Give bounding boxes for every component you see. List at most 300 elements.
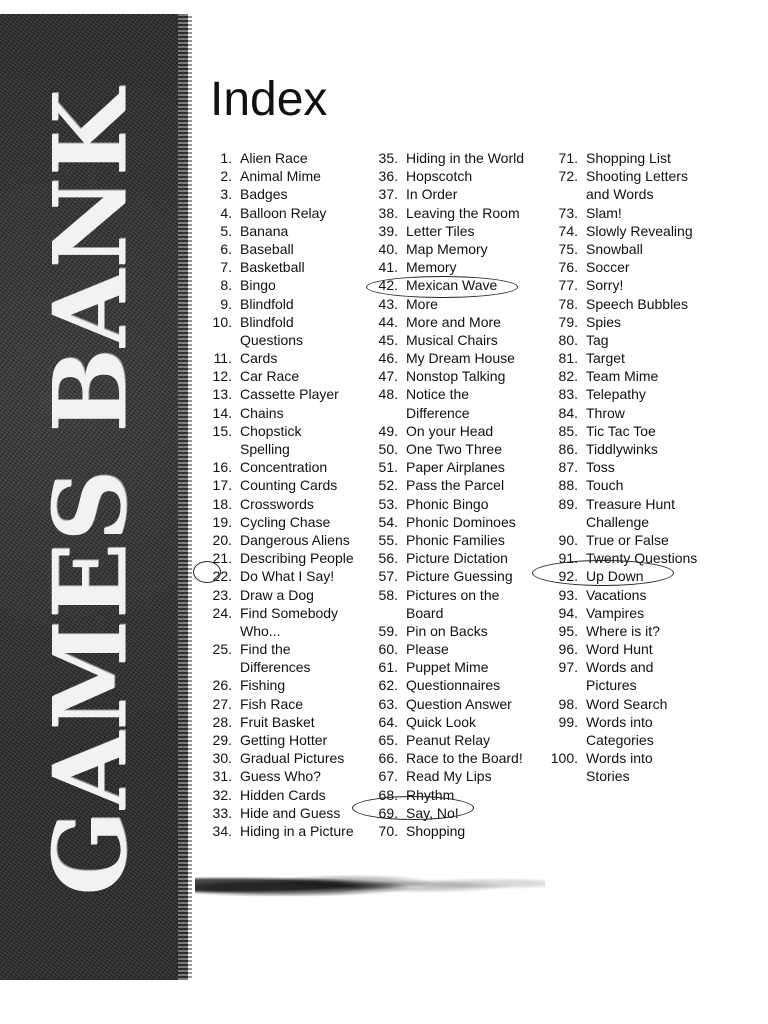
index-entry bbox=[368, 331, 524, 349]
entry-number: 90. bbox=[558, 531, 578, 548]
index-entry bbox=[368, 204, 524, 222]
entry-number: 87. bbox=[558, 459, 578, 476]
index-entry bbox=[368, 185, 524, 203]
entry-number: 58. bbox=[378, 586, 398, 603]
index-entry bbox=[540, 240, 697, 258]
entry-title: Musical Chairs bbox=[406, 331, 498, 348]
index-entry bbox=[196, 567, 354, 585]
entry-title: Phonic Dominoes bbox=[406, 513, 516, 530]
index-entry bbox=[196, 458, 354, 476]
entry-number: 84. bbox=[558, 404, 578, 421]
entry-title: Memory bbox=[406, 259, 457, 276]
index-entry bbox=[196, 185, 354, 203]
entry-number: 95. bbox=[558, 622, 578, 639]
entry-title: On your Head bbox=[406, 422, 494, 439]
entry-title: Words into bbox=[586, 750, 653, 767]
entry-number: 76. bbox=[558, 259, 578, 276]
entry-title: Bingo bbox=[240, 277, 276, 294]
entry-number: 17. bbox=[212, 477, 232, 494]
index-entry bbox=[196, 695, 354, 713]
index-entry bbox=[540, 295, 697, 313]
index-entry bbox=[196, 658, 354, 676]
index-entry bbox=[540, 749, 697, 767]
index-entry bbox=[540, 313, 697, 331]
entry-title: Race to the Board! bbox=[406, 750, 523, 767]
entry-number: 63. bbox=[378, 695, 398, 712]
entry-number: 79. bbox=[558, 313, 578, 330]
entry-title: Up Down bbox=[586, 568, 644, 585]
entry-number: 12. bbox=[212, 368, 232, 385]
entry-number: 23. bbox=[212, 586, 232, 603]
index-entry bbox=[368, 495, 524, 513]
entry-title: Twenty Questions bbox=[586, 550, 698, 567]
index-entry bbox=[368, 240, 524, 258]
index-entry bbox=[540, 276, 697, 294]
entry-number: 26. bbox=[212, 677, 232, 694]
entry-number: 89. bbox=[558, 495, 578, 512]
index-entry bbox=[196, 404, 354, 422]
entry-title: Team Mime bbox=[586, 368, 659, 385]
entry-number: 21. bbox=[212, 550, 232, 567]
entry-number: 22. bbox=[212, 568, 232, 585]
index-entry bbox=[196, 476, 354, 494]
entry-title: Fish Race bbox=[240, 695, 304, 712]
index-entry bbox=[368, 622, 524, 640]
entry-title: Find the bbox=[240, 641, 291, 658]
index-entry bbox=[540, 586, 697, 604]
index-entry bbox=[196, 313, 354, 331]
entry-title: Car Race bbox=[240, 368, 300, 385]
index-entry bbox=[368, 313, 524, 331]
index-entry bbox=[196, 367, 354, 385]
entry-number: 8. bbox=[220, 277, 232, 294]
index-entry bbox=[540, 458, 697, 476]
entry-title: Throw bbox=[586, 404, 625, 421]
entry-title: Questionnaires bbox=[406, 677, 501, 694]
entry-title: More and More bbox=[406, 313, 501, 330]
index-entry bbox=[540, 476, 697, 494]
entry-number: 80. bbox=[558, 331, 578, 348]
index-entry bbox=[368, 586, 524, 604]
index-entry bbox=[368, 349, 524, 367]
index-entry bbox=[196, 586, 354, 604]
entry-title: Baseball bbox=[240, 240, 294, 257]
entry-title: Snowball bbox=[586, 240, 643, 257]
index-entry bbox=[368, 731, 524, 749]
entry-number: 93. bbox=[558, 586, 578, 603]
index-entry bbox=[540, 222, 697, 240]
index-entry bbox=[196, 276, 354, 294]
entry-number: 14. bbox=[212, 404, 232, 421]
index-entry bbox=[196, 513, 354, 531]
entry-number: 48. bbox=[378, 386, 398, 403]
entry-title: Word Search bbox=[586, 695, 668, 712]
entry-number: 49. bbox=[378, 422, 398, 439]
entry-title: Difference bbox=[406, 404, 470, 421]
index-entry bbox=[540, 367, 697, 385]
entry-title: Phonic Families bbox=[406, 531, 505, 548]
entry-title: Please bbox=[406, 641, 449, 658]
index-entry bbox=[368, 713, 524, 731]
entry-number: 53. bbox=[378, 495, 398, 512]
entry-title: Cassette Player bbox=[240, 386, 339, 403]
index-entry bbox=[196, 676, 354, 694]
entry-title: Mexican Wave bbox=[406, 277, 498, 294]
entry-title: Shopping List bbox=[586, 150, 671, 166]
entry-title: Crosswords bbox=[240, 495, 314, 512]
entry-number: 35. bbox=[378, 150, 398, 166]
index-entry bbox=[540, 495, 697, 513]
index-entry bbox=[196, 258, 354, 276]
entry-number: 73. bbox=[558, 204, 578, 221]
entry-title: Alien Race bbox=[240, 150, 308, 166]
entry-number: 31. bbox=[212, 768, 232, 785]
entry-title: Hopscotch bbox=[406, 168, 473, 185]
index-entry bbox=[540, 204, 697, 222]
entry-number: 52. bbox=[378, 477, 398, 494]
entry-title: Peanut Relay bbox=[406, 732, 491, 748]
entry-title: Balloon Relay bbox=[240, 204, 327, 221]
index-entry bbox=[540, 349, 697, 367]
entry-number: 72. bbox=[558, 168, 578, 185]
sidebar-edge bbox=[178, 14, 192, 980]
index-entry bbox=[196, 295, 354, 313]
entry-number: 28. bbox=[212, 713, 232, 730]
entry-number: 16. bbox=[212, 459, 232, 476]
entry-title: True or False bbox=[586, 531, 669, 548]
entry-title: Telepathy bbox=[586, 386, 646, 403]
index-entry bbox=[196, 531, 354, 549]
entry-number: 86. bbox=[558, 441, 578, 457]
entry-number: 69. bbox=[378, 804, 398, 821]
entry-title: Picture Guessing bbox=[406, 568, 513, 585]
entry-title: Tiddlywinks bbox=[586, 441, 658, 457]
entry-title: Dangerous Aliens bbox=[240, 531, 350, 548]
entry-number: 88. bbox=[558, 477, 578, 494]
entry-title: Sorry! bbox=[586, 277, 624, 294]
index-entry bbox=[196, 749, 354, 767]
index-entry bbox=[196, 422, 354, 440]
entry-title: Words into bbox=[586, 713, 653, 730]
index-entry bbox=[540, 658, 697, 676]
index-entry bbox=[368, 567, 524, 585]
entry-number: 56. bbox=[378, 550, 398, 567]
index-entry bbox=[196, 804, 354, 822]
entry-title: Pictures on the bbox=[406, 586, 500, 603]
entry-number: 100. bbox=[550, 750, 578, 767]
entry-number: 7. bbox=[220, 259, 232, 276]
index-entry bbox=[196, 204, 354, 222]
page-title: Index bbox=[210, 73, 328, 126]
entry-number: 98. bbox=[558, 695, 578, 712]
entry-title: Who... bbox=[240, 622, 281, 639]
entry-number: 67. bbox=[378, 768, 398, 785]
index-entry bbox=[368, 604, 524, 622]
entry-number: 59. bbox=[378, 622, 398, 639]
entry-number: 3. bbox=[220, 186, 232, 203]
entry-title: Spies bbox=[586, 313, 622, 330]
index-entry bbox=[196, 385, 354, 403]
index-entry bbox=[368, 822, 524, 840]
entry-number: 20. bbox=[212, 531, 232, 548]
index-entry bbox=[540, 185, 697, 203]
entry-number: 74. bbox=[558, 222, 578, 239]
entry-title: Fruit Basket bbox=[240, 713, 315, 730]
entry-number: 91. bbox=[558, 550, 578, 567]
index-column-2 bbox=[368, 149, 524, 840]
index-entry bbox=[368, 367, 524, 385]
entry-title: Board bbox=[406, 604, 444, 621]
index-entry bbox=[540, 604, 697, 622]
entry-title: Cycling Chase bbox=[240, 513, 331, 530]
index-entry bbox=[196, 640, 354, 658]
entry-number: 37. bbox=[378, 186, 398, 203]
index-entry bbox=[196, 731, 354, 749]
entry-title: Describing People bbox=[240, 550, 354, 567]
entry-title: Concentration bbox=[240, 459, 328, 476]
index-entry bbox=[540, 331, 697, 349]
entry-number: 64. bbox=[378, 713, 398, 730]
entry-number: 9. bbox=[220, 295, 232, 312]
index-entry bbox=[368, 749, 524, 767]
entry-title: Basketball bbox=[240, 259, 305, 276]
index-entry bbox=[368, 258, 524, 276]
entry-title: Chopstick bbox=[240, 422, 302, 439]
entry-title: Draw a Dog bbox=[240, 586, 314, 603]
entry-number: 68. bbox=[378, 786, 398, 803]
entry-number: 19. bbox=[212, 513, 232, 530]
entry-title: Animal Mime bbox=[240, 168, 321, 185]
entry-title: Slowly Revealing bbox=[586, 222, 693, 239]
entry-title: Questions bbox=[240, 331, 304, 348]
entry-number: 42. bbox=[378, 277, 398, 294]
entry-number: 46. bbox=[378, 350, 398, 367]
index-entry bbox=[196, 331, 354, 349]
index-entry bbox=[368, 513, 524, 531]
index-entry bbox=[368, 531, 524, 549]
entry-title: Word Hunt bbox=[586, 641, 653, 658]
index-entry bbox=[368, 786, 524, 804]
index-entry bbox=[196, 604, 354, 622]
entry-number: 32. bbox=[212, 786, 232, 803]
entry-number: 45. bbox=[378, 331, 398, 348]
entry-title: Spelling bbox=[240, 441, 290, 457]
entry-title: More bbox=[406, 295, 438, 312]
index-entry bbox=[540, 422, 697, 440]
entry-title: Hidden Cards bbox=[240, 786, 326, 803]
entry-number: 57. bbox=[378, 568, 398, 585]
entry-number: 29. bbox=[212, 732, 232, 748]
index-entry bbox=[368, 658, 524, 676]
index-entry bbox=[196, 786, 354, 804]
entry-number: 1. bbox=[220, 150, 232, 166]
index-entry bbox=[540, 767, 697, 785]
index-entry bbox=[540, 440, 697, 458]
entry-title: Rhythm bbox=[406, 786, 455, 803]
entry-number: 60. bbox=[378, 641, 398, 658]
index-column-3 bbox=[540, 149, 697, 786]
entry-title: Speech Bubbles bbox=[586, 295, 688, 312]
entry-title: Blindfold bbox=[240, 295, 294, 312]
entry-title: Counting Cards bbox=[240, 477, 338, 494]
entry-number: 54. bbox=[378, 513, 398, 530]
index-entry bbox=[196, 149, 354, 167]
index-entry bbox=[540, 713, 697, 731]
entry-number: 85. bbox=[558, 422, 578, 439]
entry-number: 99. bbox=[558, 713, 578, 730]
index-entry bbox=[540, 676, 697, 694]
entry-title: Do What I Say! bbox=[240, 568, 335, 585]
entry-title: Guess Who? bbox=[240, 768, 321, 785]
entry-title: Vampires bbox=[586, 604, 645, 621]
entry-title: One Two Three bbox=[406, 441, 502, 457]
index-entry bbox=[368, 404, 524, 422]
entry-number: 44. bbox=[378, 313, 398, 330]
index-entry bbox=[368, 149, 524, 167]
entry-number: 11. bbox=[213, 350, 232, 367]
entry-title: Hide and Guess bbox=[240, 804, 341, 821]
index-entry bbox=[368, 440, 524, 458]
entry-title: Badges bbox=[240, 186, 288, 203]
entry-title: Soccer bbox=[586, 259, 630, 276]
entry-number: 41. bbox=[378, 259, 398, 276]
index-entry bbox=[540, 695, 697, 713]
entry-number: 92. bbox=[558, 568, 578, 585]
index-entry bbox=[368, 458, 524, 476]
index-entry bbox=[368, 549, 524, 567]
entry-title: Toss bbox=[586, 459, 615, 476]
index-entry bbox=[368, 167, 524, 185]
index-entry bbox=[540, 731, 697, 749]
entry-title: Shopping bbox=[406, 822, 466, 839]
entry-number: 47. bbox=[378, 368, 398, 385]
index-entry bbox=[368, 676, 524, 694]
entry-number: 6. bbox=[220, 240, 232, 257]
entry-number: 51. bbox=[378, 459, 398, 476]
entry-number: 75. bbox=[558, 240, 578, 257]
entry-number: 81. bbox=[558, 350, 578, 367]
index-entry bbox=[196, 167, 354, 185]
entry-title: Phonic Bingo bbox=[406, 495, 489, 512]
index-entry bbox=[540, 404, 697, 422]
entry-number: 30. bbox=[212, 750, 232, 767]
entry-title: Quick Look bbox=[406, 713, 477, 730]
entry-number: 24. bbox=[212, 604, 232, 621]
entry-number: 4. bbox=[220, 204, 232, 221]
entry-number: 61. bbox=[378, 659, 398, 676]
entry-title: Blindfold bbox=[240, 313, 294, 330]
index-entry bbox=[196, 713, 354, 731]
index-entry bbox=[540, 258, 697, 276]
index-entry bbox=[368, 222, 524, 240]
index-entry bbox=[540, 149, 697, 167]
entry-title: Map Memory bbox=[406, 240, 488, 257]
index-entry bbox=[368, 767, 524, 785]
entry-title: Notice the bbox=[406, 386, 470, 403]
entry-title: Fishing bbox=[240, 677, 286, 694]
index-entry bbox=[196, 440, 354, 458]
entry-title: Getting Hotter bbox=[240, 732, 328, 748]
entry-number: 25. bbox=[212, 641, 232, 658]
entry-title: Nonstop Talking bbox=[406, 368, 506, 385]
entry-title: Shooting Letters bbox=[586, 168, 688, 185]
entry-number: 18. bbox=[212, 495, 232, 512]
index-entry bbox=[368, 476, 524, 494]
entry-number: 66. bbox=[378, 750, 398, 767]
entry-number: 70. bbox=[378, 822, 398, 839]
entry-title: My Dream House bbox=[406, 350, 515, 367]
entry-title: Touch bbox=[586, 477, 624, 494]
entry-number: 71. bbox=[558, 150, 578, 166]
entry-number: 2. bbox=[220, 168, 232, 185]
index-entry bbox=[368, 422, 524, 440]
entry-title: Treasure Hunt bbox=[586, 495, 675, 512]
index-entry bbox=[196, 549, 354, 567]
entry-title: Leaving the Room bbox=[406, 204, 520, 221]
index-entry bbox=[540, 567, 697, 585]
entry-number: 10. bbox=[212, 313, 232, 330]
entry-title: Puppet Mime bbox=[406, 659, 489, 676]
entry-number: 78. bbox=[558, 295, 578, 312]
index-column-1 bbox=[196, 149, 354, 840]
index-entry bbox=[196, 767, 354, 785]
entry-title: Hiding in the World bbox=[406, 150, 525, 166]
entry-number: 33. bbox=[212, 804, 232, 821]
entry-title: Paper Airplanes bbox=[406, 459, 505, 476]
entry-title: Target bbox=[586, 350, 625, 367]
entry-title: Cards bbox=[240, 350, 278, 367]
entry-number: 13. bbox=[212, 386, 232, 403]
index-entry bbox=[368, 804, 524, 822]
entry-title: Where is it? bbox=[586, 622, 660, 639]
entry-title: Categories bbox=[586, 732, 654, 748]
entry-title: Say, No! bbox=[406, 804, 459, 821]
entry-number: 43. bbox=[378, 295, 398, 312]
entry-number: 36. bbox=[378, 168, 398, 185]
entry-number: 40. bbox=[378, 240, 398, 257]
entry-title: Vacations bbox=[586, 586, 647, 603]
entry-number: 55. bbox=[378, 531, 398, 548]
entry-title: Question Answer bbox=[406, 695, 512, 712]
index-entry bbox=[368, 640, 524, 658]
entry-title: Tic Tac Toe bbox=[586, 422, 656, 439]
index-entry bbox=[540, 531, 697, 549]
entry-number: 62. bbox=[378, 677, 398, 694]
entry-title: Differences bbox=[240, 659, 311, 676]
index-entry bbox=[196, 349, 354, 367]
entry-number: 65. bbox=[378, 732, 398, 748]
entry-title: Letter Tiles bbox=[406, 222, 475, 239]
index-entry bbox=[368, 295, 524, 313]
index-entry bbox=[368, 276, 524, 294]
index-entry bbox=[540, 167, 697, 185]
entry-number: 94. bbox=[558, 604, 578, 621]
index-entry bbox=[540, 385, 697, 403]
entry-number: 97. bbox=[558, 659, 578, 676]
entry-number: 50. bbox=[378, 441, 398, 457]
index-entry bbox=[368, 695, 524, 713]
index-entry bbox=[196, 822, 354, 840]
sidebar-title: GAMES BANK bbox=[31, 88, 149, 896]
index-entry bbox=[368, 385, 524, 403]
index-entry bbox=[540, 640, 697, 658]
entry-number: 34. bbox=[212, 822, 232, 839]
entry-title: Pictures bbox=[586, 677, 637, 694]
entry-number: 96. bbox=[558, 641, 578, 658]
entry-title: Read My Lips bbox=[406, 768, 492, 785]
entry-title: Gradual Pictures bbox=[240, 750, 345, 767]
entry-title: Picture Dictation bbox=[406, 550, 508, 567]
